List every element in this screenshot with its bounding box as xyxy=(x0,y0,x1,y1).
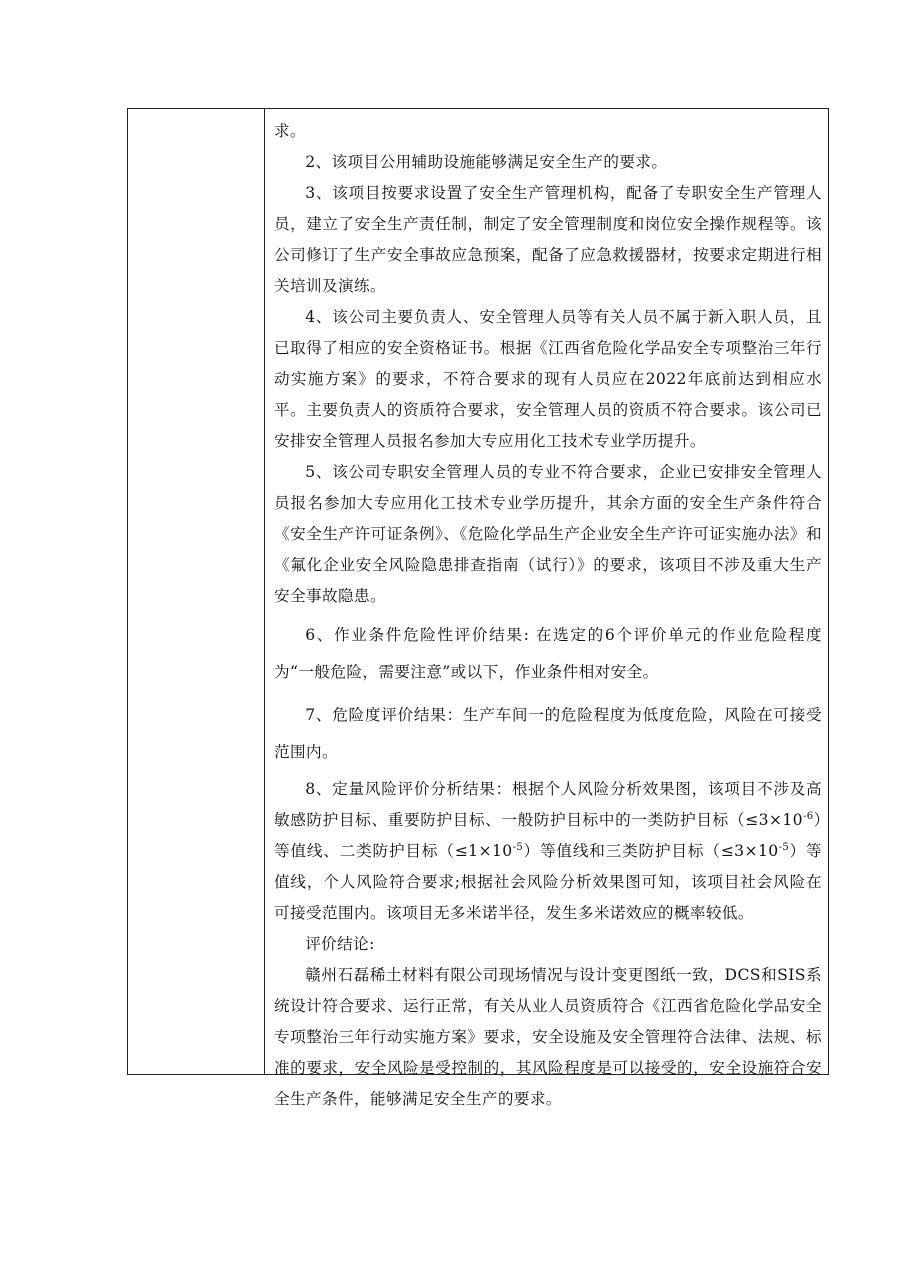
paragraph-item-2: 2、该项目公用辅助设施能够满足安全生产的要求。 xyxy=(305,153,668,171)
conclusion-text: 赣州石磊稀土材料有限公司现场情况与设计变更图纸一致，DCS和SIS系统设计符合要求、运行正常，有关从业人员资质符合《江西省危险化学品安全专项整治三年行动实施方案》要求，安全设施及安全管理符合法律、法规、标准的要求，安全风险是受控制的，其风险程度是可以接受的，安全设施符合安全生产条件，能够满足安全生产的要求。 xyxy=(274,966,822,1108)
paragraph-continuation: 求。 xyxy=(274,122,306,140)
paragraph-item-7: 7、危险度评价结果：生产车间一的危险程度为低度危险，风险在可接受范围内。 xyxy=(274,706,822,761)
paragraph-item-8-part-c: ）等值线和三类防护目标（≤3×10 xyxy=(523,842,779,860)
paragraph-item-8-part-a: 8、定量风险评价分析结果：根据个人风险分析效果图，该项目不涉及高敏感防护目标、重要防护目标、一般防护目标中的一类防护目标（≤3×10 xyxy=(274,780,822,829)
exponent-1: -6 xyxy=(803,810,814,822)
paragraph-item-4: 4、该公司主要负责人、安全管理人员等有关人员不属于新入职人员，且已取得了相应的安全资格证书。根据《江西省危险化学品安全专项整治三年行动实施方案》的要求，不符合要求的现有人员应在2022年底前达到相应水平。主要负责人的资质符合要求，安全管理人员的资质不符合要求。该公司已安排安全管理人员报名参加大专应用化工技术专业学历提升。 xyxy=(274,308,822,450)
conclusion-heading: 评价结论: xyxy=(305,935,375,953)
paragraph-item-8-part-b: ）等值线、二类防护目标（≤1×10 xyxy=(274,811,822,860)
exponent-3: -5 xyxy=(778,841,790,853)
evaluation-table xyxy=(127,108,829,1108)
table-left-cell xyxy=(128,109,265,1074)
paragraph-item-6: 6、作业条件危险性评价结果: 在选定的6个评价单元的作业危险程度为“一般危险，需要注意”或以下，作业条件相对安全。 xyxy=(274,626,822,681)
paragraph-item-8 xyxy=(274,774,822,929)
paragraph-item-5: 5、该公司专职安全管理人员的专业不符合要求，企业已安排安全管理人员报名参加大专应用化工技术专业学历提升，其余方面的安全生产条件符合《安全生产许可证条例》、《危险化学品生产企业安全生产许可证实施办法》和《氟化企业安全风险隐患排查指南（试行）》的要求，该项目不涉及重大生产安全事故隐患。 xyxy=(274,463,822,605)
exponent-2: -5 xyxy=(512,841,524,853)
paragraph-item-8-part-d: ）等值线，个人风险符合要求;根据社会风险分析效果图可知，该项目社会风险在可接受范围内。该项目无多米诺半径，发生多米诺效应的概率较低。 xyxy=(274,842,822,922)
table-right-cell xyxy=(265,109,828,1108)
paragraph-item-3: 3、该项目按要求设置了安全生产管理机构，配备了专职安全生产管理人员，建立了安全生产责任制，制定了安全管理制度和岗位安全操作规程等。该公司修订了生产安全事故应急预案，配备了应急救援器材，按要求定期进行相关培训及演练。 xyxy=(274,184,822,295)
